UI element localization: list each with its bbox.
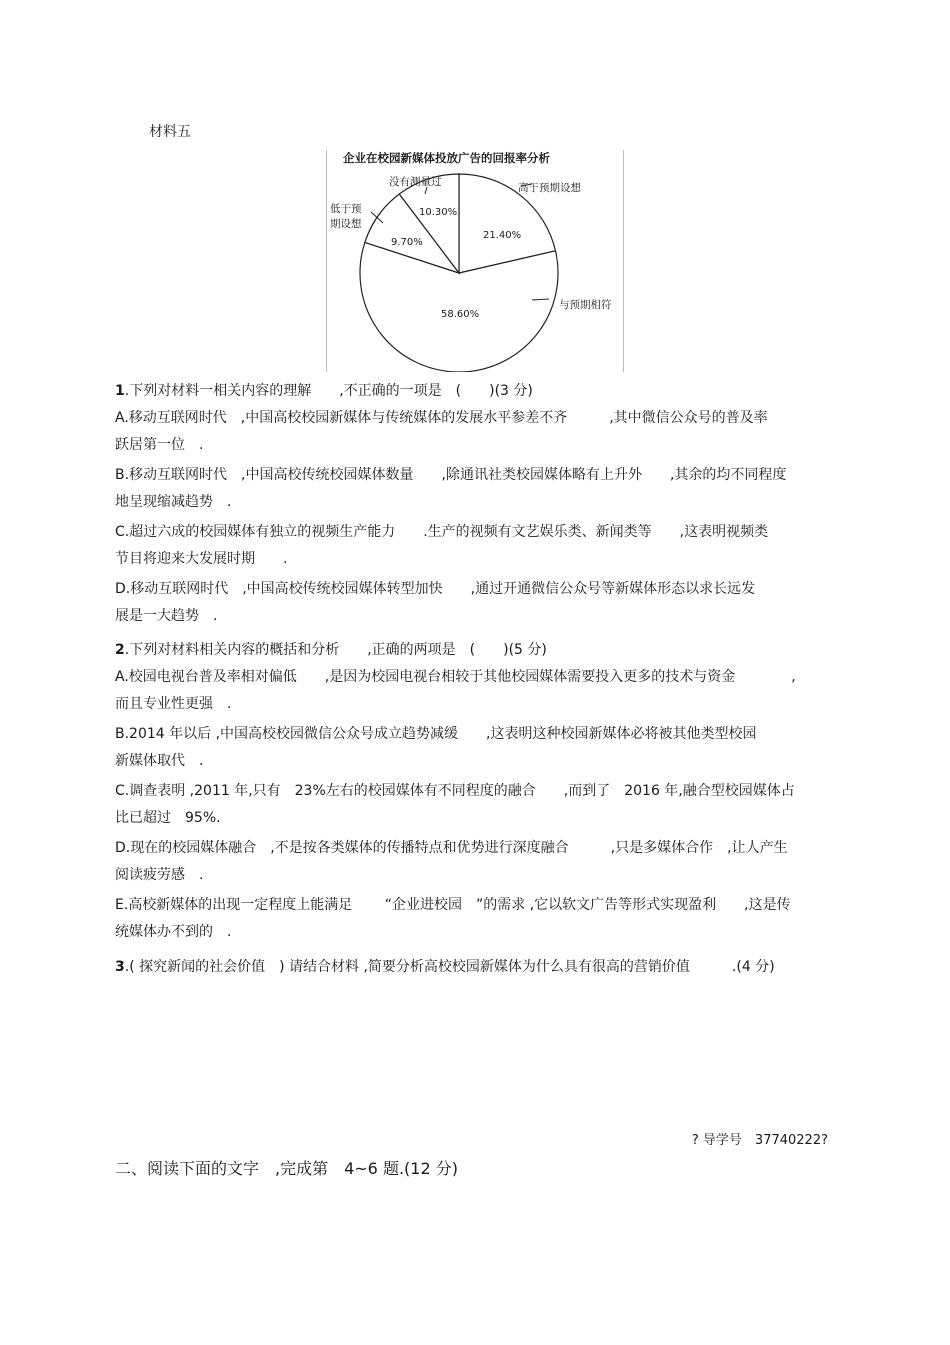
option-2e-line1: E.高校新媒体的出现一定程度上能满足 “企业进校园 ”的需求 ,它以软文广告等形式实现盈利 ,这是传 bbox=[115, 897, 791, 913]
option-2b-line2: 新媒体取代 . bbox=[115, 753, 204, 769]
label-above: 高于预期设想 bbox=[518, 182, 581, 194]
pie-chart bbox=[326, 150, 624, 372]
option-2d-line1: D.现在的校园媒体融合 ,不是按各类媒体的传播特点和优势进行深度融合 ,只是多媒体合作 ,让人产生 bbox=[115, 840, 788, 856]
option-2b-line1: B.2014 年以后 ,中国高校校园微信公众号成立趋势减缓 ,这表明这种校园新媒体必将被其他类型校园 bbox=[115, 726, 757, 742]
chart-title: 企业在校园新媒体投放广告的回报率分析 bbox=[343, 151, 550, 165]
question-2-stem bbox=[115, 637, 835, 664]
question-2-stem-text: .下列对材料相关内容的概括和分析 ,正确的两项是 ( )(5 分) bbox=[124, 642, 547, 658]
guide-reference-number: ? 导学号 37740222? bbox=[691, 1133, 828, 1148]
label-below-line1: 低于预 bbox=[330, 203, 362, 215]
option-1b-line2: 地呈现缩减趋势 . bbox=[115, 494, 232, 510]
label-match: 与预期相符 bbox=[559, 299, 612, 311]
option-1d-line2: 展是一大趋势 . bbox=[115, 608, 218, 624]
section-heading: 二、阅读下面的文字 ,完成第 4~6 题.(12 分) bbox=[115, 1159, 458, 1178]
question-1-number: 1 bbox=[115, 383, 125, 399]
option-1a-line1: A.移动互联网时代 ,中国高校校园新媒体与传统媒体的发展水平参差不齐 ,其中微信公众号的普及率 bbox=[115, 410, 768, 426]
option-2a-line1: A.校园电视台普及率相对偏低 ,是因为校园电视台相较于其他校园媒体需要投入更多的技术与资金 , bbox=[115, 669, 796, 685]
option-1a-line2: 跃居第一位 . bbox=[115, 437, 204, 453]
value-match: 58.60% bbox=[441, 309, 480, 320]
question-1-stem-text: .下列对材料一相关内容的理解 ,不正确的一项是 ( )(3 分) bbox=[124, 383, 533, 399]
question-1 bbox=[115, 378, 835, 630]
label-no-measure: 没有测量过 bbox=[389, 176, 442, 188]
question-2-number: 2 bbox=[115, 642, 125, 658]
option-2e-line2: 统媒体办不到的 . bbox=[115, 924, 232, 940]
option-1b-line1: B.移动互联网时代 ,中国高校传统校园媒体数量 ,除通讯社类校园媒体略有上升外 ,其余的均不同程度 bbox=[115, 467, 787, 483]
question-3-stem-text: .( 探究新闻的社会价值 ) 请结合材料 ,简要分析高校校园新媒体为什么具有很高的营销价值 .(4 分) bbox=[124, 959, 775, 975]
pie-svg bbox=[327, 150, 623, 372]
question-2 bbox=[115, 637, 835, 946]
value-above: 21.40% bbox=[483, 230, 522, 241]
value-no-measure: 10.30% bbox=[419, 207, 458, 218]
question-3 bbox=[115, 954, 835, 981]
option-2c-line1: C.调查表明 ,2011 年,只有 23%左右的校园媒体有不同程度的融合 ,而到了 2016 年,融合型校园媒体占 bbox=[115, 783, 795, 799]
option-2c-line2: 比已超过 95%. bbox=[115, 810, 221, 826]
question-3-stem bbox=[115, 954, 835, 981]
value-below: 9.70% bbox=[391, 237, 423, 248]
option-1c-line2: 节目将迎来大发展时期 . bbox=[115, 551, 288, 567]
label-below-line2: 期设想 bbox=[330, 218, 362, 230]
question-3-number: 3 bbox=[115, 959, 125, 975]
option-2d-line2: 阅读疲劳感 . bbox=[115, 867, 204, 883]
material-label: 材料五 bbox=[149, 124, 191, 140]
option-1c-line1: C.超过六成的校园媒体有独立的视频生产能力 .生产的视频有文艺娱乐类、新闻类等 ,这表明视频类 bbox=[115, 524, 769, 540]
option-2a-line2: 而且专业性更强 . bbox=[115, 696, 232, 712]
option-1d-line1: D.移动互联网时代 ,中国高校传统校园媒体转型加快 ,通过开通微信公众号等新媒体形态以求长远发 bbox=[115, 581, 756, 597]
question-1-stem bbox=[115, 378, 835, 405]
